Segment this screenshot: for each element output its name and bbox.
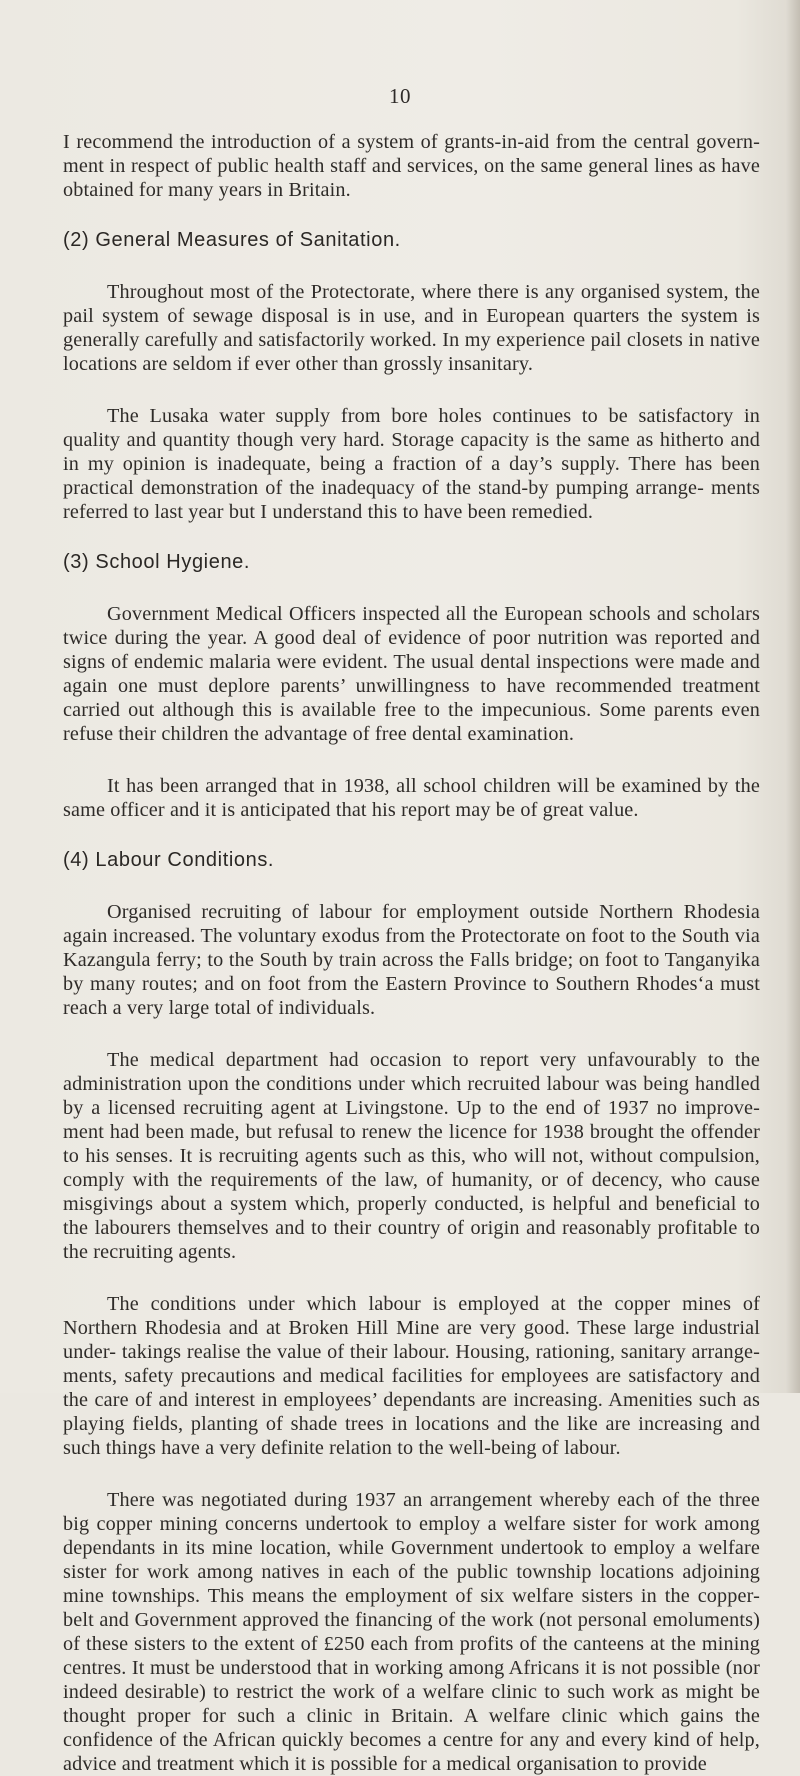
section-heading-sanitation: (2) General Measures of Sanitation. bbox=[63, 229, 401, 251]
intro-paragraph: I recommend the introduction of a system of grants-in-aid from the central govern- ment in respect of public health staff and services, on the same general lines as have obtained for many years in Britain. bbox=[63, 131, 760, 201]
paragraph: The medical department had occasion to report very unfavourably to the administration upon the conditions under which recruited labour was being handled by a licensed recruiting agent at Livingstone. Up to the end of 1937 no improve- ment had been made, but refusal to renew the licence for 1938 brought the offender to his senses. It is recruiting agents such as this, who will not, without compulsion, comply with the requirements of the law, of humanity, or of decency, who cause misgivings about a system which, properly conducted, is helpful and beneficial to the labourers themselves and to their country of origin and reasonably profitable to the recruiting agents. bbox=[63, 1049, 760, 1263]
paragraph: It has been arranged that in 1938, all school children will be examined by the same officer and it is anticipated that his report may be of great value. bbox=[63, 775, 760, 821]
page-number: 10 bbox=[389, 84, 411, 108]
section-heading-labour-conditions: (4) Labour Conditions. bbox=[63, 849, 275, 871]
paragraph: Organised recruiting of labour for employment outside Northern Rhodesia again increased. The voluntary exodus from the Protectorate on foot to the South via Kazangula ferry; to the South by train across the Falls bridge; on foot to Tanganyika by many routes; and on foot from the Eastern Province to Southern Rhodes‘a must reach a very large total of individuals. bbox=[63, 901, 760, 1019]
page-body bbox=[63, 130, 760, 1776]
paragraph: There was negotiated during 1937 an arrangement whereby each of the three big copper mining concerns undertook to employ a welfare sister for work among dependants in its mine location, while Government undertook to employ a welfare sister for work among natives in each of the public township locations adjoining mine townships. This means the employment of six welfare sisters in the copper- belt and Government approved the financing of the work (not personal emoluments) of these sisters to the extent of £250 each from profits of the canteens at the mining centres. It must be understood that in working among Africans it is not possible (nor indeed desirable) to restrict the work of a welfare clinic to such work as might be thought proper for such a clinic in Britain. A welfare clinic which gains the confidence of the African quickly becomes a centre for any and every kind of help, advice and treatment which it is possible for a medical organisation to provide bbox=[63, 1489, 760, 1775]
page-edge-shadow bbox=[786, 0, 800, 1393]
paragraph: Throughout most of the Protectorate, where there is any organised system, the pail system of sewage disposal is in use, and in European quarters the system is generally carefully and satisfactorily worked. In my experience pail closets in native locations are seldom if ever other than grossly insanitary. bbox=[63, 281, 760, 375]
section-heading-school-hygiene: (3) School Hygiene. bbox=[63, 551, 251, 573]
paragraph: The Lusaka water supply from bore holes continues to be satisfactory in quality and quantity though very hard. Storage capacity is the same as hitherto and in my opinion is inadequate, being a fraction of a day’s supply. There has been practical demonstration of the inadequacy of the stand-by pumping arrange- ments referred to last year but I understand this to have been remedied. bbox=[63, 405, 760, 523]
paragraph: Government Medical Officers inspected all the European schools and scholars twice during the year. A good deal of evidence of poor nutrition was reported and signs of endemic malaria were evident. The usual dental inspections were made and again one must deplore parents’ unwillingness to have recommended treatment carried out although this is available free to the impecunious. Some parents even refuse their children the advantage of free dental examination. bbox=[63, 603, 760, 745]
paragraph: The conditions under which labour is employed at the copper mines of Northern Rhodesia and at Broken Hill Mine are very good. These large industrial under- takings realise the value of their labour. Housing, rationing, sanitary arrange- ments, safety precautions and medical facilities for employees are satisfactory and the care of and interest in employees’ dependants are increasing. Amenities such as playing fields, planting of shade trees in locations and the like are increasing and such things have a very definite relation to the well-being of labour. bbox=[63, 1293, 760, 1459]
